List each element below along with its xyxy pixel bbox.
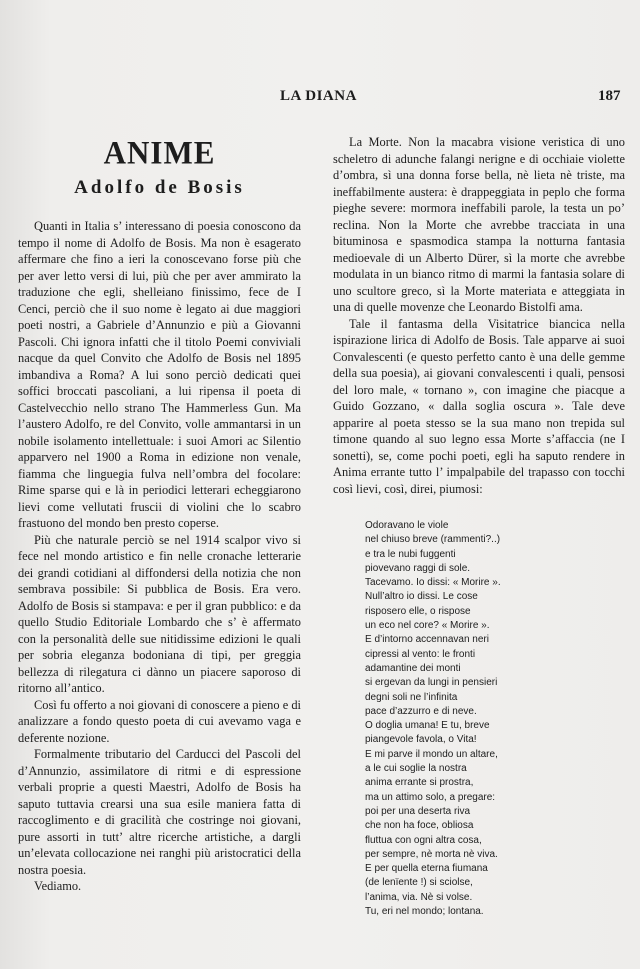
page-number: 187 (598, 88, 621, 104)
paragraph: Tale il fantasma della Visitatrice biancica nella ispirazione lirica di Adolfo de Bosis. Tale apparve ai suoi Convalescenti (e questo perfetto canto è una delle gemme della sua poesia), ai giovani convalescenti i quali, pensosi del loro male, « tornano », con imagine che piacque a Guido Gozzano, « dalla soglia oscura ». Tale deve apparire al poeta stesso se la sua mano non trepida sul timone quando al suo legno essa Morte s’affaccia (ne I sonetti), se, come pochi poeti, egli ha saputo rendere in Anima errante tutto l’ impalpabile del trapasso con tocchi così lievi, così, direi, piumosi: (333, 316, 625, 496)
poem-line: Tu, eri nel mondo; lontana. (365, 906, 484, 918)
poem-line: Null’altro io dissi. Le cose (365, 591, 478, 603)
poem-line: E mi parve il mondo un altare, (365, 748, 498, 760)
journal-title: LA DIANA (280, 88, 357, 104)
poem-line: Tacevamo. Io dissi: « Morire ». (365, 577, 501, 589)
poem-line: risposero elle, o rispose (365, 605, 471, 617)
poem-line: E per quella eterna fiumana (365, 863, 488, 875)
poem-line: poi per una deserta riva (365, 805, 471, 817)
poem-line: e tra le nubi fuggenti (365, 548, 456, 560)
paragraph: Così fu offerto a noi giovani di conoscere a pieno e di analizzare a fondo questo poeta di cui avevamo vaga e deferente nozione. (18, 697, 301, 745)
poem-line: pace d’azzurro e di neve. (365, 705, 477, 717)
paragraph: La Morte. Non la macabra visione veristica di uno scheletro di adunche falangi nerigne e di occhiaie violette d’ombra, sì una donna forse bella, nè lieta nè triste, ma ineffabilmente austera: è drappeggiata in peplo che forma pieghe severe: mormora ineffabili parole, la testa un po’ reclina. Non la Morte che avrebbe tracciata in una bituminosa e spasmodica stampa la notturna fantasia medioevale di un Alberto Dürer, sì la morte che avrebbe modulata in un bianco ritmo di marmi la fantasia solare di uno scultore greco, sì la Morte materiata e atteggiata in una di quelle movenze che Leonardo Bistolfi ama. (333, 135, 625, 314)
poem-quote (365, 519, 625, 919)
poem-line: piangevole favola, o Vita! (365, 734, 477, 746)
running-head (0, 88, 640, 110)
poem-line: O doglia umana! E tu, breve (365, 720, 490, 732)
poem-line: adamantine dei monti (365, 662, 461, 674)
poem-line: piovevano raggi di sole. (365, 562, 471, 574)
poem-line: E d’intorno accennavan neri (365, 634, 489, 646)
poem-line: nel chiuso breve (rammenti?..) (365, 534, 501, 546)
poem-line: che non ha foce, obliosa (365, 820, 474, 832)
paragraph: Vediamo. (34, 879, 82, 893)
article-title: ANIME (103, 134, 216, 171)
poem-line: ma un attimo solo, a pregare: (365, 791, 496, 803)
poem-line: degni soli ne l’infinita (365, 691, 458, 703)
poem-line: fluttua con ogni altra cosa, (365, 834, 482, 846)
article-author: Adolfo de Bosis (74, 177, 245, 198)
poem-line: anima errante si prostra, (365, 777, 474, 789)
paragraph: Più che naturale perciò se nel 1914 scalpor vivo si fece nel mondo artistico e fin nelle cronache letterarie dei grandi cotidiani al diffondersi della notizia che non sembrava possibile: Si pubblica de Bosis. Era vero. Adolfo de Bosis si stampava: e per il gran pubblico: e da quello Studio Editoriale Lombardo che s’ è affermato con la personalità delle sue nitidissime edizioni le quali per sobria eleganza bodoniana di tipi, per greggia bellezza di rilegatura ci dànno un piacere saporoso di ritorno all’antico. (18, 532, 301, 695)
poem-line: un eco nel core? « Morire ». (365, 620, 490, 632)
left-column (18, 134, 301, 895)
right-column (333, 134, 625, 919)
poem-line: a le cui soglie la nostra (365, 763, 467, 775)
poem-line: si ergevan da lungi in pensieri (365, 677, 498, 689)
paragraph: Quanti in Italia s’ interessano di poesia conoscono da tempo il nome di Adolfo de Bosis. Ma non è esagerato affermare che fino a ieri la conoscevano forse più che per aver letto versi di lui, più che per aver ammirato la traduzione che egli, shelleiano finissimo, fece de I Cenci, perciò che il suo nome è legato ai due maggiori poeti nostri, a Gabriele d’Annunzio e più a Giovanni Pascoli. Chi ignora infatti che il titolo Poemi conviviali nacque da quel Convito che Adolfo de Bosis nel 1895 imbandiva a Roma? A lui sono perciò dedicati quei soffici broccati pascoliani, a lui ripensa il poeta di Castelvecchio nello strano The Hammerless Gun. Ma l’austero Adolfo, re del Convito, volle ammantarsi in un nobile isolamento intellettuale: i suoi Amori ac Silentio apparvero nel 1900 a Roma in edizione non venale, fiamma che linguegia fulva nell’ombra del focolare: Rime sparse qui e là in periodici letterari echeggiarono lievi come vellutati fruscii di violini che lo scabro frastuono del mondo ben presto coperse. (18, 219, 301, 530)
poem-line: cipressi al vento: le fronti (365, 648, 476, 660)
poem-line: l’anima, via. Nè si volse. (365, 891, 473, 903)
paragraph: Formalmente tributario del Carducci del Pascoli del d’Annunzio, assimilatore di ritmi e di espressione verbali proprie a questi Maestri, Adolfo de Bosis ha saputo tuttavia crearsi una sua esile maniera fatta di raccoglimento e di gracilità che costringe noi giovani, pure assorti in tutt’ altre ricerche artistiche, a dargli un’elevata collocazione nei ranghi più aristocratici della nostra poesia. (18, 747, 301, 877)
poem-line: Odoravano le viole (365, 520, 449, 531)
poem-line: per sempre, nè morta nè viva. (365, 848, 498, 860)
poem-line: (de lenïente !) si sciolse, (365, 877, 473, 889)
